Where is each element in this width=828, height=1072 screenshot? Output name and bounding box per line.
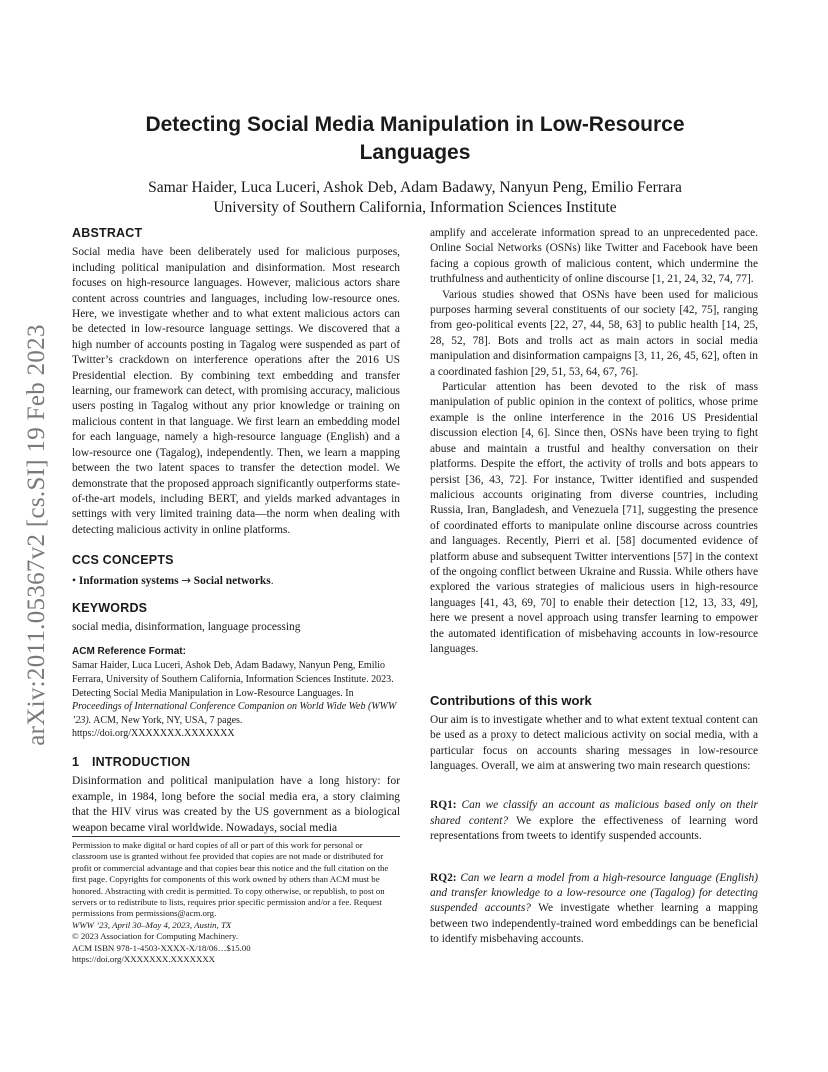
rq2-question: Can we learn a model from a high-resource language (English) and transfer knowledge to a low-resource one (Tagalog) for detecting suspended accounts? <box>430 871 758 915</box>
paper-title <box>90 111 740 167</box>
affiliation: University of Southern California, Information Sciences Institute <box>213 199 617 216</box>
permission-footnote <box>72 836 400 965</box>
contributions-text: Our aim is to investigate whether and to what extent textual content can be used as a proxy to detect malicious activity on social media, with a particular focus on accounts sharing messages in low-resource languages. Overall, we aim at answering two main research questions: <box>430 713 758 772</box>
title-line-1: Detecting Social Media Manipulation in Low-Resource <box>145 113 685 136</box>
intro-paragraph-2: Various studies showed that OSNs have been used for malicious purposes harming several constituents of our society [42, 75], ranging from geo-political events [22, 27, 44, 58, 63] to public health [14, 25, 28, 52, 78]. Bots and trolls act as main actors in social media manipulation and disinformation campaigns [3, 11, 26, 45, 62], often in a coordinated fashion [29, 51, 53, 64, 67, 76]. <box>430 288 758 378</box>
intro-section-number: 1 <box>72 754 80 769</box>
arxiv-stamp <box>22 300 52 770</box>
acm-reference-tail: ACM, New York, NY, USA, 7 pages. https://doi.org/XXXXXXX.XXXXXXX <box>72 714 243 740</box>
ccs-item-b: Social networks <box>193 574 271 587</box>
rq2-label: RQ2: <box>430 871 457 884</box>
acm-reference-venue: Proceedings of International Conference Companion on World Wide Web (WWW ’23). <box>72 701 397 726</box>
rq1-question: Can we classify an account as malicious based only on their shared content? <box>430 799 758 827</box>
ccs-bullet: • <box>72 574 76 587</box>
ccs-item-a: Information systems <box>78 574 179 587</box>
intro-paragraph-1-end: amplify and accelerate information spread to an unprecedented pace. Online Social Networks (OSNs) like Twitter and Facebook have been facing a copious growth of malicious content, which undermine the truthfulness and authenticity of online discourse [1, 21, 24, 32, 74, 77]. <box>430 227 758 286</box>
abstract-text: Social media have been deliberately used for malicious purposes, including political manipulation and disinformation. Most research focuses on high-resource languages. However, malicious actors share content across countries and languages, including low-resource ones. Here, we investigate whether and to what extent malicious actors can be detected in low-resource language settings. We discovered that a high number of accounts posting in Tagalog were suspended as part of Twitter’s crackdown on interference operations after the 2016 US Presidential election. By combining text embedding and transfer learning, our framework can detect, with promising accuracy, malicious users posting in Tagalog without any prior knowledge or training on malicious content in that language. We first learn an embedding model for each language, namely a high-resource language (English) and a low-resource one (Tagalog), independently. Then, we learn a mapping between the two latent spaces to transfer the detection model. We demonstrate that the proposed approach significantly outperforms state-of-the-art models, including BERT, and yields marked advantages in settings with very limited training data—the norm when dealing with detecting malicious activity in online platforms. <box>72 246 400 536</box>
ccs-heading: CCS CONCEPTS <box>72 553 174 568</box>
permission-text: Permission to make digital or hard copies of all or part of this work for personal or classroom use is granted without fee provided that copies are not made or distributed for profit or commercial advantage and that copies bear this notice and the full citation on the first page. Copyrights for components of this work owned by others than ACM must be honored. Abstracting with credit is permitted. To copy otherwise, or republish, to post on servers or to redistribute to lists, requires prior specific permission and/or a fee. Request permissions from permissions@acm.org. <box>72 840 389 919</box>
conference-line: WWW ’23, April 30–May 4, 2023, Austin, TX <box>72 919 232 930</box>
intro-paragraph-1-start: Disinformation and political manipulation have a long history: for example, in 1984, long before the social media era, a story claiming that the HIV virus was created by the US government as a biological weapon became viral worldwide. Nowadays, social media <box>72 775 400 834</box>
ccs-period: . <box>270 574 274 587</box>
arxiv-stamp-text: arXiv:2011.05367v2 [cs.SI] 19 Feb 2023 <box>23 324 50 746</box>
copyright-line: © 2023 Association for Computing Machinery. <box>72 931 238 942</box>
right-column <box>430 226 758 948</box>
contributions-heading: Contributions of this work <box>430 693 592 709</box>
acm-reference-text <box>72 659 400 741</box>
author-list: Samar Haider, Luca Luceri, Ashok Deb, Adam Badawy, Nanyun Peng, Emilio Ferrara <box>148 179 682 196</box>
rq1-text: We explore the effectiveness of learning word representations from tweets to identify suspended accounts. <box>430 814 759 843</box>
author-block <box>90 178 740 218</box>
keywords-heading: KEYWORDS <box>72 600 148 615</box>
acm-reference-authors: Samar Haider, Luca Luceri, Ashok Deb, Adam Badawy, Nanyun Peng, Emilio Ferrara, University of Southern California, Information Sciences Institute. 2023. Detecting Social Media Manipulation in Low-Resource Languages. In <box>72 660 394 699</box>
intro-paragraph-3: Particular attention has been devoted to the risk of mass manipulation of public opinion in the context of politics, whose prime example is the online interference in the 2016 US Presidential discussion election [4, 6]. Since then, OSNs have been trying to fight abuse and maintain a trustful and healthy conversation on their platforms. Despite the effort, the activity of trolls and bots appears to persist [36, 43, 72]. For instance, Twitter identified and suspended malicious accounts originating from diverse countries, including Russia, Iran, Bangladesh, and Venezuela [71], suggesting the presence of coordinated efforts to manipulate online discourse across countries and languages. Recently, Pierri et al. [58] documented evidence of platform abuse and subsequent Twitter interventions [57] in the context of the ongoing conflict between Ukraine and Russia. While others have explored the various strategies of malicious users in high-resource languages [41, 43, 69, 70] to enable their detection [12, 13, 33, 49], here we present a novel approach using transfer learning to empower the automated identification of misbehaving accounts in low-resource languages. <box>430 381 758 655</box>
isbn-line: ACM ISBN 978-1-4503-XXXX-X/18/06…$15.00 <box>72 942 251 953</box>
title-line-2: Languages <box>359 141 471 164</box>
acm-reference-heading: ACM Reference Format: <box>72 645 186 657</box>
rq2 <box>430 871 758 948</box>
acm-reference <box>72 645 400 741</box>
rq1-label: RQ1: <box>430 799 457 812</box>
keywords-text: social media, disinformation, language processing <box>72 621 301 634</box>
abstract-heading: ABSTRACT <box>72 226 143 240</box>
doi-line: https://doi.org/XXXXXXX.XXXXXXX <box>72 954 216 965</box>
ccs-concepts <box>72 573 400 589</box>
ccs-arrow: → <box>181 572 191 587</box>
rq1 <box>430 798 758 844</box>
intro-heading-text: INTRODUCTION <box>92 754 191 769</box>
intro-heading <box>72 755 400 770</box>
rq2-text: We investigate whether learning a mapping between two independently-trained word embeddings can be beneficial to identify misbehaving accounts. <box>430 902 758 946</box>
left-column <box>72 226 400 836</box>
